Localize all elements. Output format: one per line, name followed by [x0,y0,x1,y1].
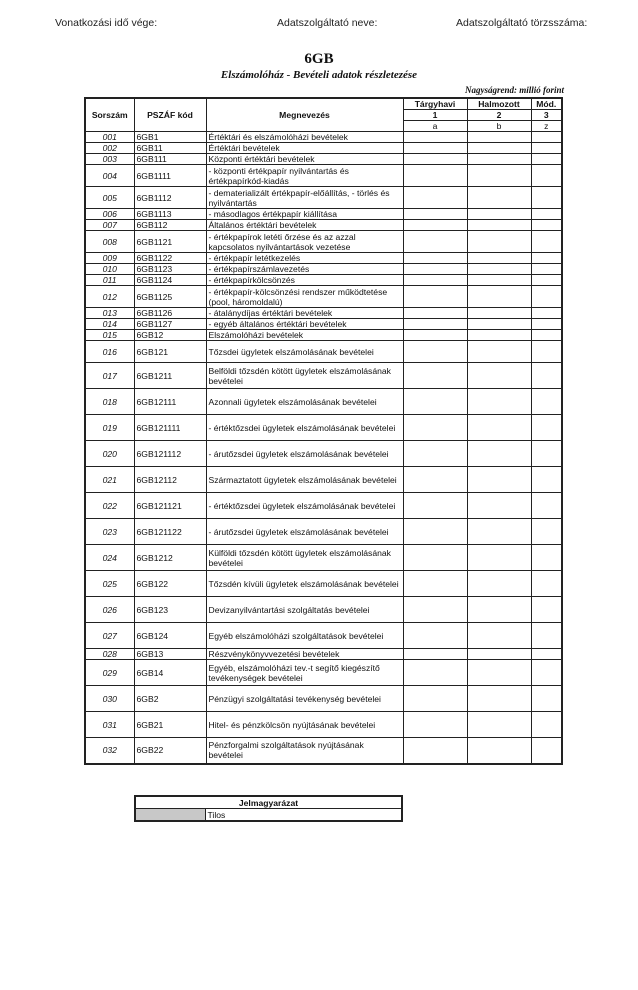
table-row [85,165,562,187]
row-number: 009 [85,253,134,264]
table-row [85,330,562,341]
row-name: Származtatott ügyletek elszámolásának bevételei [206,467,403,493]
col-letter-b: b [467,121,531,132]
table-row [85,132,562,143]
cell-targyhavi[interactable] [403,441,467,467]
row-name: Központi értéktári bevételek [206,154,403,165]
cell-mod[interactable] [531,253,562,264]
cell-targyhavi[interactable] [403,649,467,660]
table-row [85,519,562,545]
cell-halmozott[interactable] [467,187,531,209]
row-number: 031 [85,712,134,738]
cell-targyhavi[interactable] [403,519,467,545]
row-name: - egyéb általános értéktári bevételek [206,319,403,330]
row-number: 006 [85,209,134,220]
cell-halmozott[interactable] [467,286,531,308]
row-number: 008 [85,231,134,253]
cell-targyhavi[interactable] [403,143,467,154]
row-name: Devizanyilvántartási szolgáltatás bevételei [206,597,403,623]
cell-mod[interactable] [531,154,562,165]
cell-halmozott[interactable] [467,132,531,143]
form-title: 6GB [304,51,334,67]
cell-halmozott[interactable] [467,319,531,330]
cell-halmozott[interactable] [467,253,531,264]
cell-targyhavi[interactable] [403,275,467,286]
cell-halmozott[interactable] [467,571,531,597]
table-row [85,467,562,493]
cell-targyhavi[interactable] [403,154,467,165]
row-number: 028 [85,649,134,660]
row-number: 014 [85,319,134,330]
row-number: 018 [85,389,134,415]
row-code: 6GB1126 [134,308,206,319]
row-code: 6GB111 [134,154,206,165]
cell-halmozott[interactable] [467,330,531,341]
col-number-1: 1 [403,110,467,121]
col-number-2: 2 [467,110,531,121]
table-row [85,571,562,597]
row-code: 6GB1127 [134,319,206,330]
row-number: 024 [85,545,134,571]
cell-halmozott[interactable] [467,441,531,467]
table-row [85,738,562,764]
row-number: 022 [85,493,134,519]
table-row [85,308,562,319]
row-number: 010 [85,264,134,275]
row-name: Általános értéktári bevételek [206,220,403,231]
row-number: 003 [85,154,134,165]
row-number: 005 [85,187,134,209]
row-number: 004 [85,165,134,187]
cell-targyhavi[interactable] [403,597,467,623]
row-code: 6GB121121 [134,493,206,519]
cell-targyhavi[interactable] [403,220,467,231]
cell-mod[interactable] [531,389,562,415]
row-code: 6GB1125 [134,286,206,308]
cell-mod[interactable] [531,187,562,209]
cell-mod[interactable] [531,660,562,686]
cell-mod[interactable] [531,363,562,389]
cell-halmozott[interactable] [467,154,531,165]
row-name: Egyéb elszámolóházi szolgáltatások bevételei [206,623,403,649]
cell-halmozott[interactable] [467,415,531,441]
cell-targyhavi[interactable] [403,264,467,275]
legend-item-forbidden: Tilos [205,809,402,822]
row-number: 016 [85,341,134,363]
row-number: 011 [85,275,134,286]
row-name: - árutőzsdei ügyletek elszámolásának bevételei [206,441,403,467]
col-header-targyhavi: Tárgyhavi [403,98,467,110]
row-number: 025 [85,571,134,597]
cell-targyhavi[interactable] [403,187,467,209]
cell-halmozott[interactable] [467,686,531,712]
row-code: 6GB1122 [134,253,206,264]
table-row [85,275,562,286]
provider-id-label: Adatszolgáltató törzsszáma: [456,17,588,29]
row-code: 6GB1124 [134,275,206,286]
cell-mod[interactable] [531,712,562,738]
row-code: 6GB121 [134,341,206,363]
row-code: 6GB22 [134,738,206,764]
row-code: 6GB14 [134,660,206,686]
row-code: 6GB1123 [134,264,206,275]
row-code: 6GB12112 [134,467,206,493]
row-name: Értéktári bevételek [206,143,403,154]
row-code: 6GB121112 [134,441,206,467]
cell-halmozott[interactable] [467,264,531,275]
cell-targyhavi[interactable] [403,712,467,738]
row-name: Elszámolóházi bevételek [206,330,403,341]
row-code: 6GB1212 [134,545,206,571]
cell-targyhavi[interactable] [403,571,467,597]
table-row [85,209,562,220]
row-name: - értékpapír letétkezelés [206,253,403,264]
col-header-megnevezes: Megnevezés [206,98,403,132]
row-number: 030 [85,686,134,712]
table-row [85,712,562,738]
table-row [85,545,562,571]
row-name: - dematerializált értékpapír-előállítás, - törlés és nyilvántartás [206,187,403,209]
table-row [85,597,562,623]
table-row [85,264,562,275]
table-row [85,220,562,231]
table-row [85,660,562,686]
cell-targyhavi[interactable] [403,545,467,571]
cell-halmozott[interactable] [467,389,531,415]
table-row [85,154,562,165]
period-label: Vonatkozási idő vége: [55,17,158,29]
table-row [85,319,562,330]
row-number: 029 [85,660,134,686]
cell-mod[interactable] [531,132,562,143]
cell-mod[interactable] [531,415,562,441]
cell-mod[interactable] [531,286,562,308]
col-header-mod: Mód. [531,98,562,110]
cell-targyhavi[interactable] [403,330,467,341]
cell-halmozott[interactable] [467,275,531,286]
cell-mod[interactable] [531,165,562,187]
cell-mod[interactable] [531,319,562,330]
row-number: 019 [85,415,134,441]
row-name: Értéktári és elszámolóházi bevételek [206,132,403,143]
cell-targyhavi[interactable] [403,286,467,308]
row-name: - értéktőzsdei ügyletek elszámolásának bevételei [206,415,403,441]
cell-targyhavi[interactable] [403,132,467,143]
table-row [85,187,562,209]
cell-halmozott[interactable] [467,231,531,253]
cell-mod[interactable] [531,231,562,253]
row-name: Tőzsdén kívüli ügyletek elszámolásának bevételei [206,571,403,597]
table-row [85,649,562,660]
row-code: 6GB1 [134,132,206,143]
cell-halmozott[interactable] [467,220,531,231]
legend [134,795,403,822]
cell-targyhavi[interactable] [403,415,467,441]
table-row [85,493,562,519]
row-number: 012 [85,286,134,308]
cell-mod[interactable] [531,493,562,519]
col-header-sorszam: Sorszám [85,98,134,132]
row-name: Külföldi tőzsdén kötött ügyletek elszámolásának bevételei [206,545,403,571]
form-subtitle: Elszámolóház - Bevételi adatok részletezése [220,69,418,81]
cell-mod[interactable] [531,571,562,597]
table-row [85,686,562,712]
table-row [85,143,562,154]
col-letter-z: z [531,121,562,132]
row-code: 6GB122 [134,571,206,597]
row-number: 023 [85,519,134,545]
row-code: 6GB12111 [134,389,206,415]
row-number: 002 [85,143,134,154]
row-name: - értéktőzsdei ügyletek elszámolásának bevételei [206,493,403,519]
col-letter-a: a [403,121,467,132]
cell-targyhavi[interactable] [403,623,467,649]
row-number: 020 [85,441,134,467]
table-row [85,253,562,264]
row-code: 6GB21 [134,712,206,738]
cell-targyhavi[interactable] [403,660,467,686]
cell-halmozott[interactable] [467,738,531,764]
cell-halmozott[interactable] [467,597,531,623]
row-number: 013 [85,308,134,319]
row-code: 6GB11 [134,143,206,154]
row-code: 6GB12 [134,330,206,341]
legend-swatch-forbidden [135,809,205,822]
row-code: 6GB1113 [134,209,206,220]
row-name: - árutőzsdei ügyletek elszámolásának bevételei [206,519,403,545]
table-row [85,441,562,467]
row-name: - átalánydíjas értéktári bevételek [206,308,403,319]
row-name: Pénzügyi szolgáltatási tevékenység bevételei [206,686,403,712]
row-number: 001 [85,132,134,143]
cell-targyhavi[interactable] [403,209,467,220]
cell-targyhavi[interactable] [403,319,467,330]
cell-mod[interactable] [531,623,562,649]
row-name: Egyéb, elszámolóházi tev.-t segítő kiegészítő tevékenységek bevételei [206,660,403,686]
table-row [85,286,562,308]
cell-targyhavi[interactable] [403,341,467,363]
table-row [85,623,562,649]
cell-halmozott[interactable] [467,165,531,187]
row-code: 6GB2 [134,686,206,712]
cell-mod[interactable] [531,597,562,623]
row-name: - másodlagos értékpapír kiállítása [206,209,403,220]
cell-targyhavi[interactable] [403,308,467,319]
cell-halmozott[interactable] [467,519,531,545]
cell-mod[interactable] [531,545,562,571]
cell-mod[interactable] [531,441,562,467]
cell-mod[interactable] [531,308,562,319]
cell-mod[interactable] [531,264,562,275]
cell-targyhavi[interactable] [403,493,467,519]
row-number: 007 [85,220,134,231]
cell-targyhavi[interactable] [403,253,467,264]
row-code: 6GB1111 [134,165,206,187]
row-code: 6GB121111 [134,415,206,441]
cell-halmozott[interactable] [467,209,531,220]
cell-mod[interactable] [531,519,562,545]
col-number-3: 3 [531,110,562,121]
cell-halmozott[interactable] [467,143,531,154]
row-number: 017 [85,363,134,389]
row-number: 015 [85,330,134,341]
cell-targyhavi[interactable] [403,467,467,493]
cell-halmozott[interactable] [467,649,531,660]
row-number: 026 [85,597,134,623]
col-header-pszaf: PSZÁF kód [134,98,206,132]
row-name: - értékpapírok letéti őrzése és az azzal kapcsolatos nyilvántartások vezetése [206,231,403,253]
cell-halmozott[interactable] [467,341,531,363]
col-header-halmozott: Halmozott [467,98,531,110]
row-code: 6GB1211 [134,363,206,389]
row-name: - központi értékpapír nyilvántartás és értékpapírkód-kiadás [206,165,403,187]
cell-halmozott[interactable] [467,623,531,649]
row-name: Pénzforgalmi szolgáltatások nyújtásának bevételei [206,738,403,764]
table-row [85,363,562,389]
unit-label: Nagyságrend: millió forint [464,85,564,95]
row-code: 6GB112 [134,220,206,231]
cell-targyhavi[interactable] [403,738,467,764]
table-row [85,415,562,441]
cell-mod[interactable] [531,738,562,764]
row-number: 032 [85,738,134,764]
cell-mod[interactable] [531,275,562,286]
cell-halmozott[interactable] [467,712,531,738]
row-code: 6GB1121 [134,231,206,253]
table-row [85,231,562,253]
cell-targyhavi[interactable] [403,231,467,253]
provider-name-label: Adatszolgáltató neve: [277,17,378,29]
row-name: - értékpapír-kölcsönzési rendszer működtetése (pool, háromoldalú) [206,286,403,308]
cell-targyhavi[interactable] [403,686,467,712]
revenue-table [84,97,563,765]
row-name: Részvénykönyvvezetési bevételek [206,649,403,660]
row-name: Azonnali ügyletek elszámolásának bevételei [206,389,403,415]
cell-targyhavi[interactable] [403,363,467,389]
cell-mod[interactable] [531,341,562,363]
cell-mod[interactable] [531,649,562,660]
table-row [85,389,562,415]
cell-halmozott[interactable] [467,493,531,519]
row-name: Belföldi tőzsdén kötött ügyletek elszámolásának bevételei [206,363,403,389]
row-name: - értékpapírkölcsönzés [206,275,403,286]
row-number: 027 [85,623,134,649]
cell-halmozott[interactable] [467,363,531,389]
cell-mod[interactable] [531,686,562,712]
cell-halmozott[interactable] [467,308,531,319]
row-name: Hitel- és pénzkölcsön nyújtásának bevételei [206,712,403,738]
cell-mod[interactable] [531,330,562,341]
cell-mod[interactable] [531,220,562,231]
cell-halmozott[interactable] [467,467,531,493]
legend-title: Jelmagyarázat [135,796,402,809]
table-row [85,341,562,363]
row-code: 6GB1112 [134,187,206,209]
row-name: Tőzsdei ügyletek elszámolásának bevételei [206,341,403,363]
cell-mod[interactable] [531,143,562,154]
cell-mod[interactable] [531,467,562,493]
cell-targyhavi[interactable] [403,165,467,187]
cell-halmozott[interactable] [467,545,531,571]
row-number: 021 [85,467,134,493]
cell-mod[interactable] [531,209,562,220]
cell-halmozott[interactable] [467,660,531,686]
cell-targyhavi[interactable] [403,389,467,415]
row-code: 6GB13 [134,649,206,660]
row-code: 6GB123 [134,597,206,623]
row-code: 6GB124 [134,623,206,649]
row-code: 6GB121122 [134,519,206,545]
row-name: - értékpapírszámlavezetés [206,264,403,275]
